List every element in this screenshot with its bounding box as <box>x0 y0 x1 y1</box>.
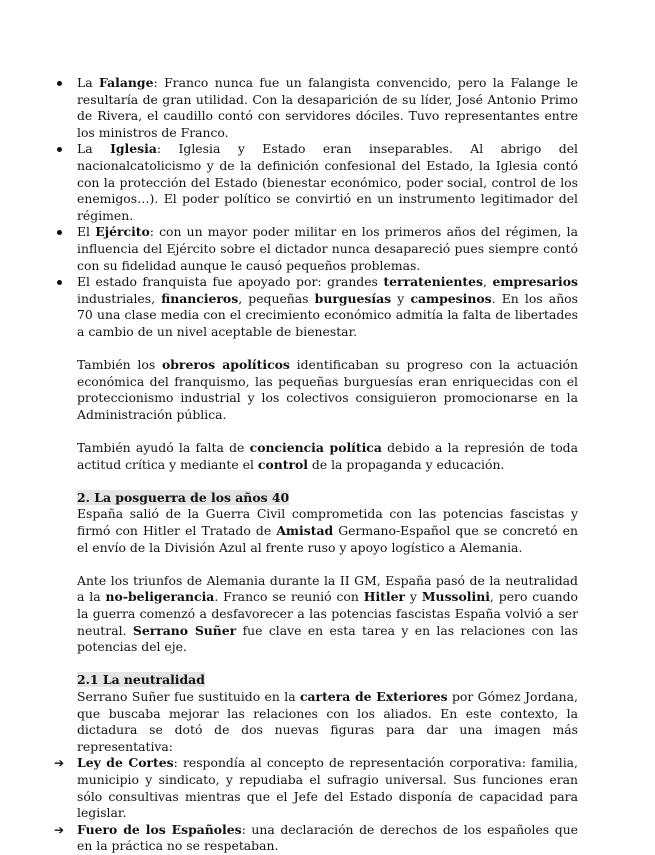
term-falange: Falange <box>99 75 154 90</box>
paragraph-serrano: Serrano Suñer fue sustituido en la cartera de Exteriores por Gómez Jordana, que buscaba mejorar las relaciones con los aliados. En este contexto, la dictadura se dotó de dos nuevas figuras para dar una imagen más representativa: <box>77 688 578 754</box>
bullet-iglesia: La Iglesia: Iglesia y Estado eran inseparables. Al abrigo del nacionalcatolicismo y de la definición confesional del Estado, la Iglesia contó con la protección del Estado (bienestar económico, poder social, control de los enemigos…). El poder político se convirtió en un instrumento legitimador del régimen. <box>77 141 578 224</box>
bullet-dot-icon <box>57 280 62 285</box>
term-iglesia: Iglesia <box>110 141 157 157</box>
arrow-right-icon: ➔ <box>54 822 65 837</box>
document-body <box>54 75 579 855</box>
arrow-item-ley-de-cortes: ➔ Ley de Cortes: respondía al concepto de representación corporativa: familia, municipio y sindicato, y repudiaba el sufragio universal. Sus funciones eran sólo consultivas mientras que el Jefe del Estado disponía de capacidad para legislar. <box>54 755 578 821</box>
bullet-dot-icon <box>57 230 62 235</box>
arrow-right-icon: ➔ <box>54 756 65 771</box>
term-ejercito: Ejército <box>95 224 150 240</box>
section-heading-posguerra: 2. La posguerra de los años 40 <box>77 489 290 505</box>
arrow-item-fuero: ➔ Fuero de los Españoles: una declaración de derechos de los españoles que en la práctica no se respetaban. <box>54 821 579 854</box>
bullet-ejercito: El Ejército: con un mayor poder militar en los primeros años del régimen, la influencia del Ejército sobre el dictador nunca desapareció pues siempre contó con su fidelidad aunque le causó pequeños problemas. <box>77 224 578 274</box>
paragraph-obreros: También los obreros apolíticos identificaban su progreso con la actuación económica del franquismo, las pequeñas burguesías eran enriquecidas con el proteccionismo industrial y los colectivos consiguieron promocionarse en la Administración pública. <box>77 357 578 422</box>
bullet-dot-icon <box>57 147 62 152</box>
bullet-dot-icon <box>57 81 62 86</box>
paragraph-conciencia: También ayudó la falta de conciencia política debido a la represión de toda actitud crítica y mediante el control de la propaganda y educación. <box>77 440 578 472</box>
bullet-apoyos: El estado franquista fue apoyado por: grandes terratenientes, empresarios industriales, financieros, pequeñas burguesías y campesinos. En los años 70 una clase media con el crecimiento económico admitía la falta de libertades a cambio de un nivel aceptable de bienestar. <box>77 274 578 340</box>
section-heading-neutralidad: 2.1 La neutralidad <box>77 672 205 688</box>
bullet-falange: La Falange: Franco nunca fue un falangista convencido, pero la Falange le resultaría de gran utilidad. Con la desaparición de su líder, José Antonio Primo de Rivera, el caudillo contó con servidores dóciles. Tuvo representantes entre los ministros de Franco. <box>77 75 578 141</box>
paragraph-no-beligerancia: Ante los triunfos de Alemania durante la II GM, España pasó de la neutralidad a la no-beligerancia. Franco se reunió con Hitler y Mussolini, pero cuando la guerra comenzó a desfavorecer a las potencias fascistas España volvió a ser neutral. Serrano Suñer fue clave en esta tarea y en las relaciones con las potencias del eje. <box>77 572 578 655</box>
paragraph-amistad: España salió de la Guerra Civil comprometida con las potencias fascistas y firmó con Hitler el Tratado de Amistad Germano-Español que se concretó en el envío de la División Azul al frente ruso y apoyo logístico a Alemania. <box>77 506 578 555</box>
